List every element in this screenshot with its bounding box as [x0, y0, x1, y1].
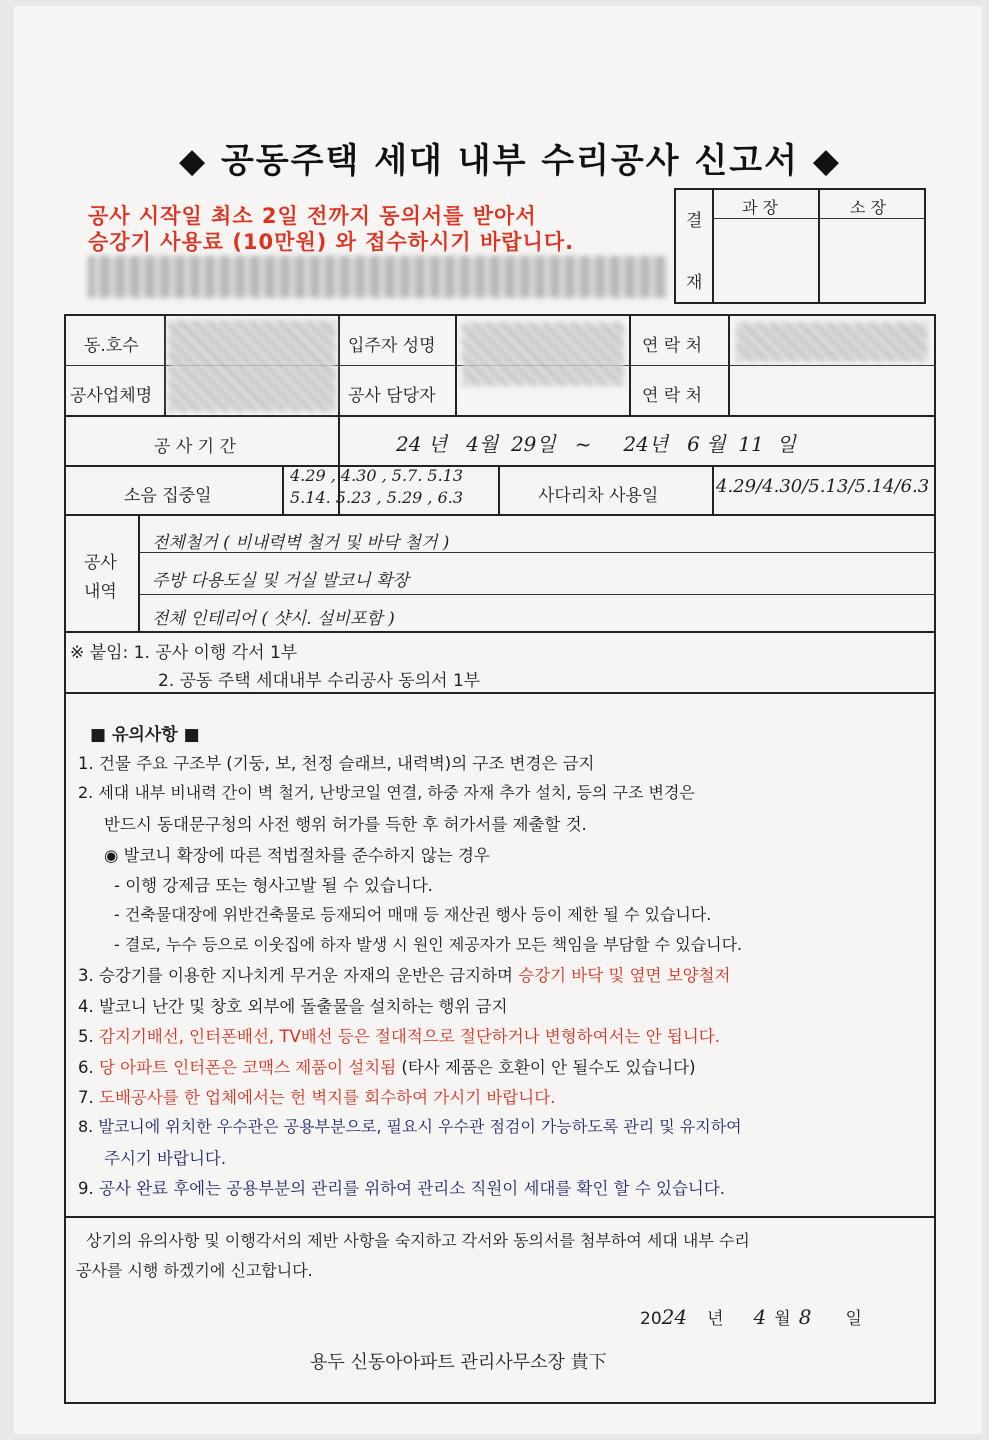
rule-3-highlight: 승강기 바닥 및 옆면 보양철저	[518, 966, 731, 985]
noise-days-line-2: 5.14. 5.23 , 5.29 , 6.3	[290, 488, 464, 507]
rule-5	[78, 1023, 720, 1047]
resident-name-label: 입주자 성명	[348, 336, 436, 356]
approval-divider	[818, 188, 820, 304]
rule-7-text: 도배공사를 한 업체에서는 헌 벽지를 회수하여 가시기 바랍니다.	[99, 1088, 556, 1107]
work-item-2: 주방 다용도실 및 거실 발코니 확장	[152, 571, 409, 591]
rule-8-number: 8.	[78, 1117, 99, 1136]
rule-8-cont: 주시기 바랍니다.	[104, 1149, 227, 1168]
grid-line	[64, 415, 936, 417]
rule-8	[78, 1114, 742, 1137]
date-year-unit: 년	[707, 1309, 724, 1329]
date-year-prefix: 20	[640, 1309, 662, 1329]
attachment-line-1: ※ 붙임: 1. 공사 이행 각서 1부	[70, 643, 298, 663]
redacted-resident	[462, 322, 624, 386]
noise-days-label: 소음 집중일	[124, 486, 212, 506]
rule-2-detail: 반드시 동대문구청의 사전 행위 허가를 득한 후 허가서를 제출할 것.	[104, 815, 587, 834]
notice-line-1: 공사 시작일 최소 2일 전까지 동의서를 받아서	[88, 204, 537, 228]
work-label-2: 내역	[84, 582, 117, 602]
rule-5-text: 감지기배선, 인터폰배선, TV배선 등은 절대적으로 절단하거나 변형하여서는 안 됩니다.	[99, 1027, 720, 1046]
rule-8-text: 발코니에 위치한 우수관은 공용부분으로, 필요시 우수관 점검이 가능하도록 관리 및 유지하여	[98, 1117, 742, 1136]
grid-line	[282, 465, 284, 515]
rule-2-penalty: - 이행 강제금 또는 형사고발 될 수 있습니다.	[114, 876, 433, 895]
rule-3	[78, 962, 731, 986]
work-item-3: 전체 인테리어 ( 샷시. 설비포함 )	[152, 609, 395, 629]
date-day: 8	[798, 1305, 812, 1329]
notice-line-2: 승강기 사용료 (10만원) 와 접수하시기 바랍니다.	[88, 230, 575, 254]
rule-2: 2. 세대 내부 비내력 간이 벽 철거, 난방코일 연결, 하중 자재 추가 설치, 등의 구조 변경은	[78, 783, 695, 802]
page-title: ◆ 공동주택 세대 내부 수리공사 신고서 ◆	[179, 141, 841, 181]
grid-line	[712, 465, 714, 515]
rule-2-registry: - 건축물대장에 위반건축물로 등재되어 매매 등 재산권 행사 등이 제한 될 수 있습니다.	[114, 905, 712, 924]
grid-line	[498, 465, 500, 515]
rule-5-number: 5.	[78, 1027, 99, 1046]
recipient: 용두 신동아아파트 관리사무소장 貴下	[310, 1352, 607, 1373]
redacted-unit	[168, 320, 336, 412]
grid-line	[64, 465, 936, 467]
attachment-line-2: 2. 공동 주택 세대내부 수리공사 동의서 1부	[158, 671, 481, 691]
rule-6-text: (타사 제품은 호환이 안 될수도 있습니다)	[396, 1058, 696, 1077]
date-day-unit: 일	[845, 1309, 862, 1329]
period-label: 공 사 기 간	[154, 437, 236, 457]
date-year: 24	[661, 1305, 688, 1329]
rules-heading: ■ 유의사항 ■	[90, 725, 200, 745]
rule-7	[78, 1084, 555, 1108]
declaration-line-2: 공사를 시행 하겠기에 신고합니다.	[76, 1261, 313, 1280]
period-value: 24 년 4월 29일 ~ 24년 6 월 11 일	[396, 432, 796, 456]
rule-6-number: 6.	[78, 1058, 99, 1077]
rule-9-text: 공사 완료 후에는 공용부분의 관리를 위하여 관리소 직원이 세대를 확인 할 수 있습니다.	[99, 1179, 726, 1198]
approval-divider	[712, 188, 714, 304]
date-month-unit: 월	[774, 1309, 791, 1329]
noise-days-line-1: 4.29 , 4.30 , 5.7. 5.13	[290, 466, 464, 485]
work-item-1: 전체철거 ( 비내력벽 철거 및 바닥 철거 )	[152, 533, 450, 553]
rule-6	[78, 1054, 696, 1078]
rule-2-balcony: ◉ 발코니 확장에 따른 적법절차를 준수하지 않는 경우	[104, 846, 490, 865]
declaration-line-1: 상기의 유의사항 및 이행각서의 제반 사항을 숙지하고 각서와 동의서를 첨부하여 세대 내부 수리	[86, 1231, 750, 1250]
declaration-date	[640, 1304, 862, 1329]
company-label: 공사업체명	[70, 386, 153, 406]
rule-9	[78, 1175, 725, 1199]
rule-1: 1. 건물 주요 구조부 (기둥, 보, 천정 슬래브, 내력벽)의 구조 변경은 금지	[78, 754, 595, 773]
site-manager-label: 공사 담당자	[348, 386, 436, 406]
rule-3-text: 3. 승강기를 이용한 지나치게 무거운 자재의 운반은 금지하며	[78, 966, 519, 985]
rule-4: 4. 발코니 난간 및 창호 외부에 돌출물을 설치하는 행위 금지	[78, 997, 508, 1016]
contact-label-2: 연 락 처	[642, 386, 703, 406]
rule-7-number: 7.	[78, 1088, 99, 1107]
redacted-contact	[736, 322, 928, 362]
work-label-1: 공사	[84, 553, 117, 573]
date-month: 4	[753, 1305, 767, 1329]
redacted-text	[88, 256, 668, 298]
grid-line	[64, 514, 936, 516]
rule-2-liability: - 결로, 누수 등으로 이웃집에 하자 발생 시 원인 제공자가 모든 책임을 부담할 수 있습니다.	[114, 935, 743, 954]
grid-line	[138, 514, 140, 632]
grid-line	[64, 631, 936, 633]
approval-divider	[712, 218, 926, 219]
grid-line	[64, 692, 936, 694]
approval-label-top: 결	[686, 211, 703, 231]
rule-9-number: 9.	[78, 1179, 99, 1198]
contact-label: 연 락 처	[642, 336, 703, 356]
grid-line	[138, 594, 936, 595]
approval-office-head: 소 장	[850, 198, 886, 217]
approval-section-chief: 과 장	[742, 198, 778, 217]
approval-label-bottom: 재	[686, 273, 703, 293]
grid-line	[64, 1216, 936, 1218]
ladder-truck-dates: 4.29/4.30/5.13/5.14/6.3	[716, 476, 930, 497]
rule-6-highlight: 당 아파트 인터폰은 코맥스 제품이 설치됨	[99, 1058, 397, 1077]
unit-label: 동.호수	[84, 336, 139, 356]
ladder-truck-label: 사다리차 사용일	[538, 486, 659, 506]
